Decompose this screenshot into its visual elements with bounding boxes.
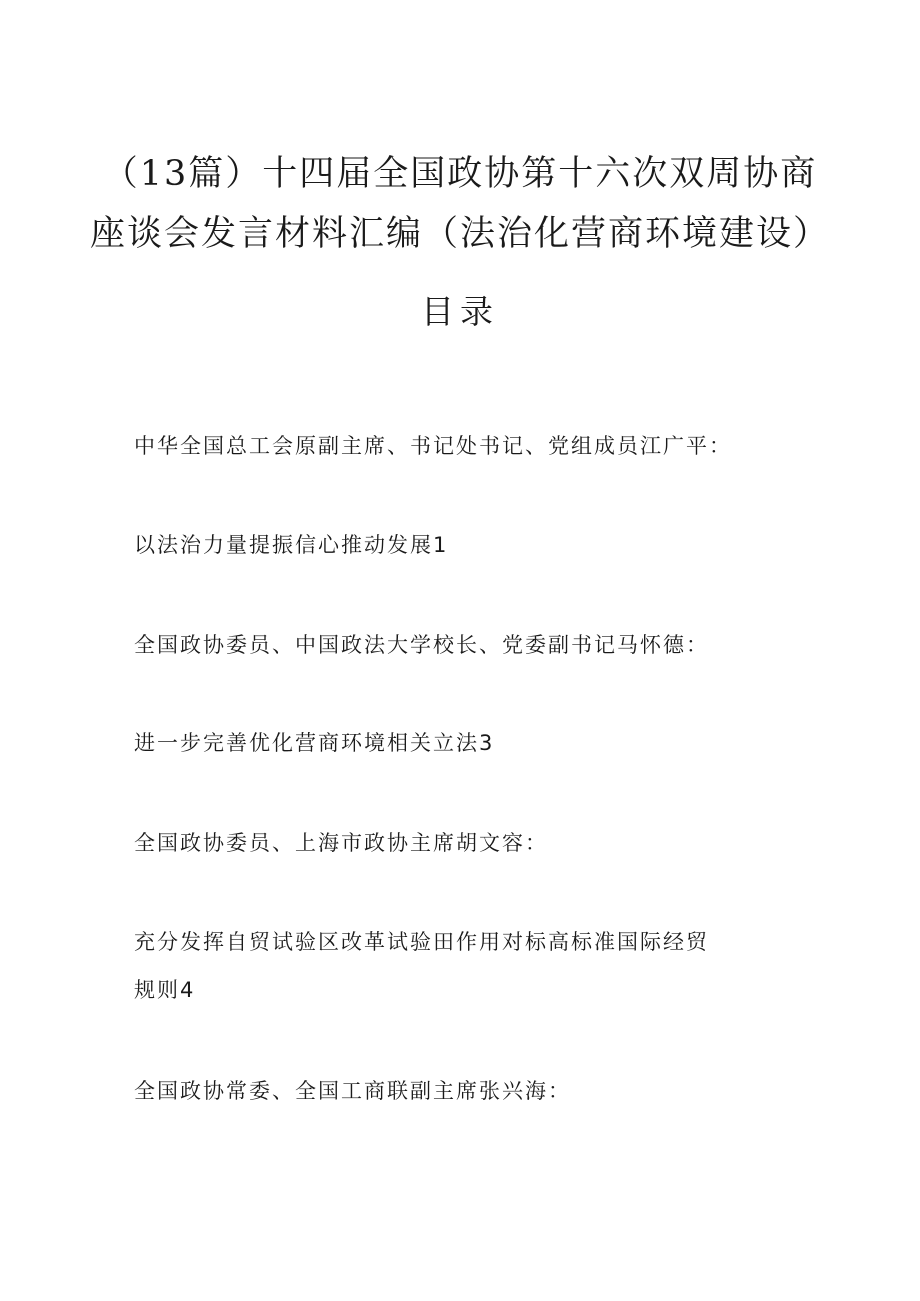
toc-entry-title: 规则 [134, 978, 180, 1002]
toc-speaker-4: 全国政协常委、全国工商联副主席张兴海： [134, 1079, 571, 1103]
toc-entry-page: 3 [479, 731, 493, 755]
toc-entry-title: 进一步完善优化营商环境相关立法 [134, 731, 479, 755]
document-title-line-2: 座谈会发言材料汇编（法治化营商环境建设） [89, 214, 830, 254]
toc-entry-3-line-1[interactable]: 充分发挥自贸试验区改革试验田作用对标高标准国际经贸 [134, 930, 709, 954]
toc-entry-page: 4 [180, 978, 194, 1002]
toc-entry-2[interactable] [134, 723, 774, 763]
toc-entry-1[interactable] [134, 525, 774, 565]
toc-entry-3-line-2[interactable] [134, 970, 774, 1010]
toc-heading: 目录 [421, 292, 499, 331]
toc-speaker-2: 全国政协委员、中国政法大学校长、党委副书记马怀德： [134, 633, 709, 657]
document-title-line-1: （13篇）十四届全国政协第十六次双周协商 [102, 154, 818, 194]
toc-speaker-1: 中华全国总工会原副主席、书记处书记、党组成员江广平： [134, 434, 732, 458]
toc-entry-title: 以法治力量提振信心推动发展 [134, 533, 433, 557]
toc-speaker-3: 全国政协委员、上海市政协主席胡文容： [134, 831, 548, 855]
toc-entry-page: 1 [433, 533, 447, 557]
